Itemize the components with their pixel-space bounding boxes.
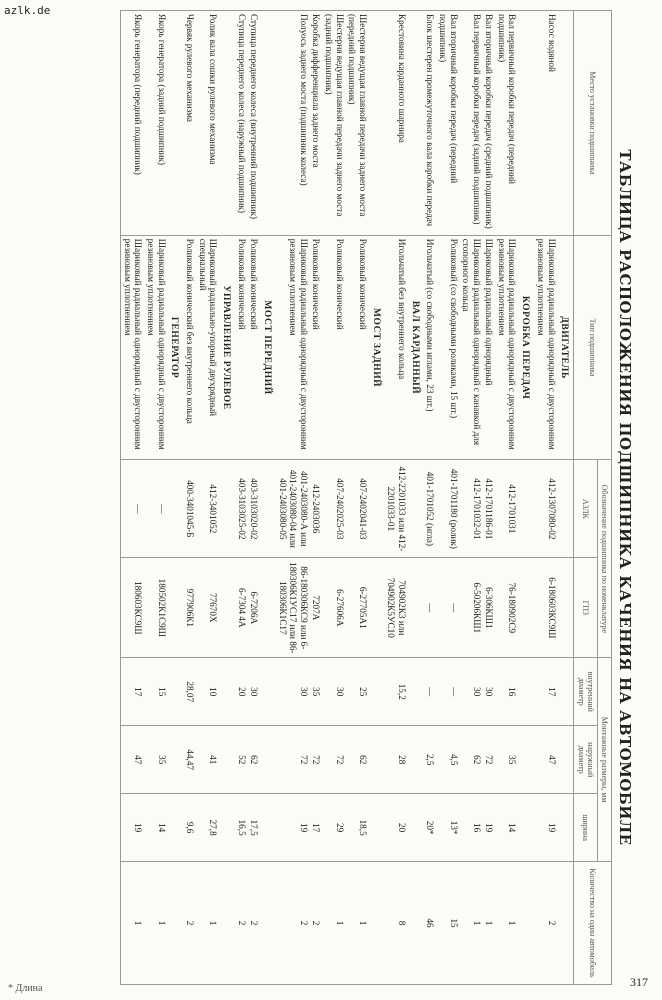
table-row — [310, 11, 323, 985]
cell-width: 19 — [534, 794, 557, 862]
cell-qty: 15 — [436, 862, 459, 985]
section-spacer — [558, 862, 574, 985]
table-row — [460, 11, 483, 985]
section-header-row — [369, 11, 385, 985]
cell-location: Вал первичный коробки передач (задний подшипник) — [460, 11, 483, 236]
cell-outer: 44,47 — [183, 726, 196, 794]
cell-width: 17,5 — [248, 794, 261, 862]
section-spacer — [408, 460, 424, 558]
section-header-row — [260, 11, 276, 985]
cell-width: 16 — [460, 794, 483, 862]
section-title: ДВИГАТЕЛЬ — [558, 235, 574, 460]
section-spacer — [168, 794, 184, 862]
cell-type: Роликовый конический без внутреннего кольца — [183, 235, 196, 460]
cell-gpz: 6-7206А — [248, 558, 261, 658]
header-azlk: АЗЛК — [574, 460, 597, 558]
cell-outer: 41 — [196, 726, 219, 794]
section-spacer — [518, 558, 534, 658]
cell-type: Шариковый радиальный однорядный с двусторонним резиновым уплотнением — [495, 235, 518, 460]
cell-outer: 62 — [346, 726, 369, 794]
cell-inner: 15 — [144, 658, 167, 726]
cell-inner: 20 — [235, 658, 248, 726]
section-spacer — [369, 794, 385, 862]
cell-outer: 47 — [534, 726, 557, 794]
section-spacer — [558, 658, 574, 726]
cell-type: Шариковый радиальный однорядный — [483, 235, 496, 460]
cell-qty: 1 — [346, 862, 369, 985]
table-row — [323, 11, 346, 985]
cell-gpz: 6-7304 4А — [235, 558, 248, 658]
page-number: 317 — [630, 975, 648, 989]
cell-location: Шестерня ведущая главной передачи заднего моста (задний подшипник) — [323, 11, 346, 236]
section-spacer — [219, 460, 235, 558]
table-row — [196, 11, 219, 985]
section-spacer — [219, 11, 235, 236]
table-row — [495, 11, 518, 985]
section-spacer — [518, 726, 534, 794]
cell-location: Вал первичный коробки передач (передний подшипник) — [495, 11, 518, 236]
header-designation: Обозначение подшипника по номенклатуре — [597, 460, 611, 658]
table-row — [183, 11, 196, 985]
cell-width: 19 — [121, 794, 145, 862]
cell-inner: 17 — [534, 658, 557, 726]
cell-type: Шариковый радиальный однорядный с двусторонним резиновым уплотнением — [121, 235, 145, 460]
cell-width: 18,5 — [346, 794, 369, 862]
cell-qty: 1 — [495, 862, 518, 985]
table-row — [424, 11, 437, 985]
section-spacer — [518, 862, 534, 985]
cell-width: 27,8 — [196, 794, 219, 862]
section-spacer — [408, 726, 424, 794]
section-header-row — [518, 11, 534, 985]
cell-outer: 72 — [310, 726, 323, 794]
cell-inner: 17 — [121, 658, 145, 726]
cell-outer: 72 — [323, 726, 346, 794]
cell-outer: 52 — [235, 726, 248, 794]
table-row — [385, 11, 408, 985]
cell-location: Шестерня ведущая главной передачи заднего моста (передний подшипник) — [346, 11, 369, 236]
section-spacer — [558, 460, 574, 558]
cell-location: Ступица переднего колеса (наружный подшипник) — [235, 11, 248, 236]
section-title: ВАЛ КАРДАННЫЙ — [408, 235, 424, 460]
cell-outer: 62 — [248, 726, 261, 794]
cell-gpz: — — [436, 558, 459, 658]
cell-location: Насос водяной — [534, 11, 557, 236]
cell-azlk: 401-1701180 (ролик) — [436, 460, 459, 558]
cell-inner: 28,07 — [183, 658, 196, 726]
cell-type: Роликовый конический — [248, 235, 261, 460]
section-spacer — [260, 11, 276, 236]
cell-qty: 1 — [483, 862, 496, 985]
section-title: МОСТ ПЕРЕДНИЙ — [260, 235, 276, 460]
cell-qty: 2 — [310, 862, 323, 985]
cell-type: Шариковый радиальный однорядный с двусторонним резиновым уплотнением — [144, 235, 167, 460]
cell-inner: 10 — [196, 658, 219, 726]
cell-gpz: 6-50206КШ1 — [460, 558, 483, 658]
section-spacer — [369, 862, 385, 985]
table-row — [436, 11, 459, 985]
cell-location: Крестовина карданного шарнира — [385, 11, 408, 236]
section-spacer — [369, 726, 385, 794]
section-spacer — [260, 726, 276, 794]
cell-location: Полуось заднего моста (подшипник колеса) — [276, 11, 310, 236]
cell-width: 17 — [310, 794, 323, 862]
cell-location: Ролик вала сошки рулевого механизма — [196, 11, 219, 236]
section-spacer — [168, 11, 184, 236]
cell-inner: 30 — [323, 658, 346, 726]
header-location: Место установки подшипника — [574, 11, 612, 236]
rotated-table-page — [11, 10, 636, 985]
cell-width: 14 — [144, 794, 167, 862]
cell-type: Шариковый радиальный однорядный с канавкой для стопорного кольца — [460, 235, 483, 460]
cell-inner: 25 — [346, 658, 369, 726]
section-title: УПРАВЛЕНИЕ РУЛЕВОЕ — [219, 235, 235, 460]
cell-outer: 2,5 — [424, 726, 437, 794]
cell-width: 20* — [424, 794, 437, 862]
cell-qty: 46 — [424, 862, 437, 985]
section-spacer — [518, 11, 534, 236]
cell-gpz: 7207А — [310, 558, 323, 658]
cell-type: Шариковый радиальный однорядный с двусторонним резиновым уплотнением — [276, 235, 310, 460]
section-spacer — [260, 558, 276, 658]
cell-azlk: 400-3401045-Б — [183, 460, 196, 558]
cell-qty: 1 — [144, 862, 167, 985]
cell-outer: 4,5 — [436, 726, 459, 794]
section-spacer — [168, 862, 184, 985]
cell-outer: 72 — [483, 726, 496, 794]
cell-azlk: 412-1307080-02 — [534, 460, 557, 558]
section-spacer — [369, 460, 385, 558]
cell-qty: 1 — [460, 862, 483, 985]
cell-outer: 35 — [495, 726, 518, 794]
section-spacer — [219, 558, 235, 658]
page-title: ТАБЛИЦА РАСПОЛОЖЕНИЯ ПОДШИПНИКА КАЧЕНИЯ НА АВТОМОБИЛЕ — [616, 149, 634, 846]
cell-qty: 1 — [196, 862, 219, 985]
section-spacer — [408, 658, 424, 726]
cell-azlk: 407-2402041-03 — [346, 460, 369, 558]
section-spacer — [168, 658, 184, 726]
section-title: МОСТ ЗАДНИЙ — [369, 235, 385, 460]
cell-gpz: 180502К1С9Ш — [144, 558, 167, 658]
cell-azlk: 412-2403036 — [310, 460, 323, 558]
section-spacer — [168, 460, 184, 558]
section-spacer — [558, 726, 574, 794]
section-spacer — [558, 794, 574, 862]
section-spacer — [518, 460, 534, 558]
section-spacer — [369, 658, 385, 726]
header-outer-diameter: наружный диаметр — [574, 726, 597, 794]
footnote: * Длина — [8, 983, 43, 994]
cell-azlk: — — [144, 460, 167, 558]
cell-gpz: 180603КС9Ш — [121, 558, 145, 658]
table-row — [346, 11, 369, 985]
cell-type: Роликовый (со свободными роликами, 15 шт.) — [436, 235, 459, 460]
cell-type: Роликовый конический — [323, 235, 346, 460]
cell-inner: — — [424, 658, 437, 726]
cell-location: Якорь генератора (задний подшипник) — [144, 11, 167, 236]
table-row — [121, 11, 145, 985]
cell-width: 19 — [276, 794, 310, 862]
section-spacer — [369, 11, 385, 236]
section-spacer — [219, 726, 235, 794]
cell-gpz: — — [424, 558, 437, 658]
section-spacer — [408, 558, 424, 658]
cell-outer: 47 — [121, 726, 145, 794]
cell-inner: 30 — [248, 658, 261, 726]
cell-qty: 2 — [534, 862, 557, 985]
cell-gpz: 77670Х — [196, 558, 219, 658]
cell-width: 16,5 — [235, 794, 248, 862]
table-body — [121, 11, 574, 985]
section-spacer — [260, 658, 276, 726]
cell-location: Червяк рулевого механизма — [183, 11, 196, 236]
cell-qty: 2 — [276, 862, 310, 985]
section-spacer — [260, 460, 276, 558]
cell-outer: 62 — [460, 726, 483, 794]
cell-inner: 30 — [483, 658, 496, 726]
section-spacer — [408, 794, 424, 862]
cell-inner: 30 — [276, 658, 310, 726]
cell-type: Игольчатый (со свободными иглами, 23 шт.) — [424, 235, 437, 460]
cell-azlk: — — [121, 460, 145, 558]
section-spacer — [408, 862, 424, 985]
cell-azlk: 412-1701031 — [495, 460, 518, 558]
section-spacer — [260, 794, 276, 862]
header-dims: Монтажные размеры, мм — [597, 658, 611, 862]
cell-azlk: 403-3103020-02 — [248, 460, 261, 558]
section-header-row — [168, 11, 184, 985]
section-spacer — [219, 658, 235, 726]
cell-outer: 28 — [385, 726, 408, 794]
cell-type: Роликовый конический — [346, 235, 369, 460]
cell-type: Шариковый радиально-упорный двухрядный специальный — [196, 235, 219, 460]
cell-type: Игольчатый без внутреннего кольца — [385, 235, 408, 460]
header-type: Тип подшипника — [574, 235, 612, 460]
header-width: ширина — [574, 794, 597, 862]
section-spacer — [168, 558, 184, 658]
cell-inner: 35 — [310, 658, 323, 726]
section-spacer — [558, 11, 574, 236]
cell-gpz: 6-306КШ1 — [483, 558, 496, 658]
section-spacer — [518, 658, 534, 726]
cell-azlk: 407-2402025-03 — [323, 460, 346, 558]
bearing-table — [120, 10, 612, 985]
cell-qty: 1 — [121, 862, 145, 985]
table-row — [276, 11, 310, 985]
cell-gpz: 6-27705А1 — [346, 558, 369, 658]
table-row — [248, 11, 261, 985]
cell-width: 13* — [436, 794, 459, 862]
cell-width: 9,6 — [183, 794, 196, 862]
header-gpz: ГПЗ — [574, 558, 597, 658]
header-qty: Количество на один автомобиль — [574, 862, 612, 985]
cell-azlk: 412-1701032-01 — [460, 460, 483, 558]
cell-outer: 72 — [276, 726, 310, 794]
cell-location: Блок шестерен промежуточного вала коробки передач — [424, 11, 437, 236]
cell-azlk: 412-2201033 или 412-2201033-01 — [385, 460, 408, 558]
cell-gpz: 977906К1 — [183, 558, 196, 658]
cell-azlk: 401-1701052 (игла) — [424, 460, 437, 558]
section-title: КОРОБКА ПЕРЕДАЧ — [518, 235, 534, 460]
cell-azlk: 403-3103025-02 — [235, 460, 248, 558]
cell-type: Роликовый конический — [310, 235, 323, 460]
section-header-row — [219, 11, 235, 985]
section-spacer — [518, 794, 534, 862]
cell-qty: 2 — [183, 862, 196, 985]
cell-qty: 2 — [248, 862, 261, 985]
cell-azlk: 412-3401052 — [196, 460, 219, 558]
section-spacer — [168, 726, 184, 794]
cell-gpz: 704902К3 или 704902К5УС10 — [385, 558, 408, 658]
cell-inner: 16 — [495, 658, 518, 726]
cell-location: Вал вторичный коробки передач (средний подшипник) — [483, 11, 496, 236]
header-inner-diameter: внутренний диаметр — [574, 658, 597, 726]
cell-outer: 35 — [144, 726, 167, 794]
section-spacer — [369, 558, 385, 658]
cell-gpz: 6-27606А — [323, 558, 346, 658]
cell-inner: 15,2 — [385, 658, 408, 726]
section-spacer — [219, 862, 235, 985]
cell-inner: — — [436, 658, 459, 726]
cell-qty: 8 — [385, 862, 408, 985]
cell-gpz: 86-180306КС9 или 6-180306К1УС17 или 86-180306К1С17 — [276, 558, 310, 658]
cell-width: 20 — [385, 794, 408, 862]
cell-azlk: 401-2403080-А или 401-2403080-04 или 401-2403080-05 — [276, 460, 310, 558]
section-spacer — [408, 11, 424, 236]
section-spacer — [219, 794, 235, 862]
cell-qty: 1 — [323, 862, 346, 985]
cell-gpz: 6-180603КС9Ш — [534, 558, 557, 658]
section-spacer — [558, 558, 574, 658]
section-spacer — [260, 862, 276, 985]
section-title: ГЕНЕРАТОР — [168, 235, 184, 460]
cell-inner: 30 — [460, 658, 483, 726]
cell-location: Ступица переднего колеса (внутренний подшипник) — [248, 11, 261, 236]
cell-location: Коробка дифференциала заднего моста — [310, 11, 323, 236]
table-row — [144, 11, 167, 985]
cell-gpz: 76-180902С9 — [495, 558, 518, 658]
table-row — [483, 11, 496, 985]
cell-width: 14 — [495, 794, 518, 862]
cell-azlk: 412-1701186-01 — [483, 460, 496, 558]
cell-type: Шариковый радиальный однорядный с двусторонним резиновым уплотнением — [534, 235, 557, 460]
cell-width: 19 — [483, 794, 496, 862]
table-row — [235, 11, 248, 985]
cell-type: Роликовый конический — [235, 235, 248, 460]
section-header-row — [558, 11, 574, 985]
table-row — [534, 11, 557, 985]
site-watermark: azlk.de — [4, 4, 51, 17]
section-header-row — [408, 11, 424, 985]
cell-width: 29 — [323, 794, 346, 862]
cell-qty: 2 — [235, 862, 248, 985]
cell-location: Якорь генератора (передний подшипник) — [121, 11, 145, 236]
cell-location: Вал вторичный коробки передач (передний подшипник) — [436, 11, 459, 236]
